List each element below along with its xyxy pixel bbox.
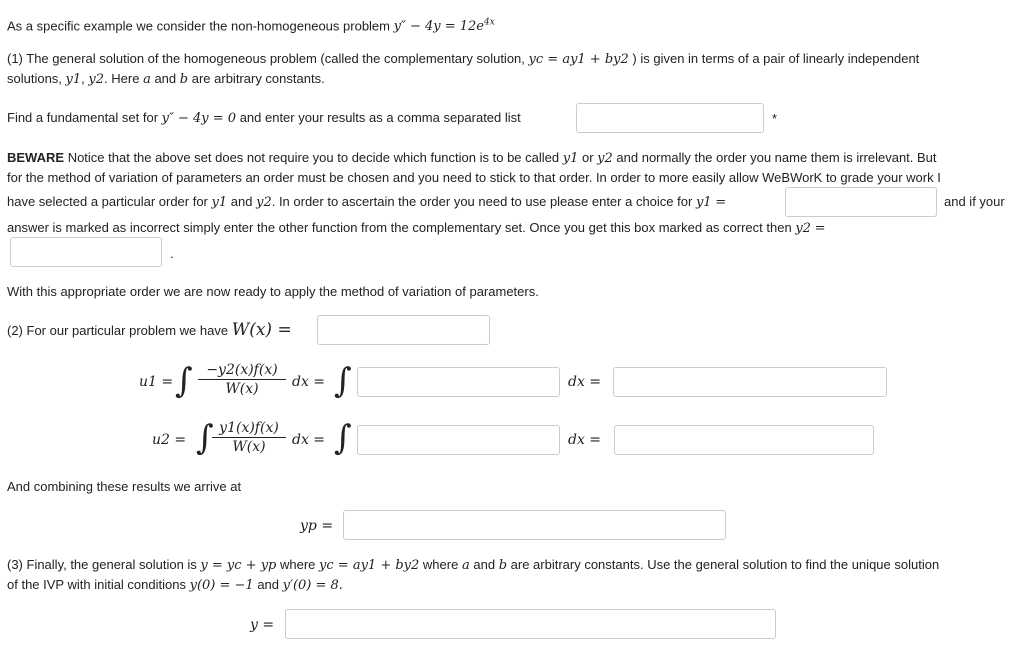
integral-sign-icon: ∫ [196,418,214,458]
symbol-y1: y1 [562,151,579,166]
beware-label: BEWARE [7,150,65,165]
homogeneous-equation: y″ − 4y = 0 [161,111,237,126]
general-solution-eq: y = yc + yp [200,558,277,573]
part1-line1-b: ) is given in terms of a pair of linearly independent [632,51,920,66]
beware-line2: for the method of variation of parameters an order must be chosen and you need to stick to that order. In order to more easily allow WeBWorK to grade your work I [7,170,941,185]
part3-line2-a: of the IVP with initial conditions [7,577,186,592]
part3-line1-e: and [473,557,496,572]
part3-line1-f: are arbitrary constants. Use the general solution to find the unique solution [510,557,940,572]
integral-sign-icon: ∫ [334,418,352,458]
part1-line2-b: . Here [104,71,140,86]
part3-line2 [7,576,343,595]
u2-label: u2 = [152,432,187,448]
intro-text: As a specific example we consider the non-homogeneous problem [7,18,390,34]
variation-text: With this appropriate order we are now ready to apply the method of variation of parameters. [7,284,539,299]
beware-line3-d: and if your [944,194,1005,209]
intro-equation-exp: 4x [484,18,495,28]
beware-line4 [7,219,825,238]
yc-expression-2: yc = ay1 + by2 [319,558,420,573]
initial-condition-1: y(0) = −1 [189,578,254,593]
u1-integrand-input[interactable] [357,367,560,397]
beware-line3 [7,193,726,212]
symbol-y1: y1 [695,195,712,210]
period: . [170,246,174,261]
beware-line1-a: Notice that the above set does not require you to decide which function is to be called [67,150,560,165]
symbol-a: a [461,558,470,573]
beware-line1-c: and normally the order you name them is irrelevant. But [616,150,937,165]
symbol-y1: y1 [65,72,82,87]
part1-line2: solutions, y1, y2. Here a and b are arbitrary constants. [7,71,325,87]
part1-line2-a: solutions, [7,71,62,86]
part3-line1-a: (3) Finally, the general solution is [7,557,197,572]
symbol-y1: y1 [211,195,228,210]
intro-line [7,14,495,36]
symbol-b: b [498,558,508,573]
beware-line3-a: have selected a particular order for [7,194,208,209]
symbol-y2: y2 [88,72,105,87]
u1-numerator: −y2(x)f(x) [198,361,286,380]
y1-choice-input[interactable] [785,187,937,217]
part3-line2-b: and [257,577,280,592]
symbol-b: b [179,72,189,87]
u1-denominator: W(x) [225,381,259,397]
find-text-b: and enter your results as a comma separated list [239,110,521,125]
find-text-a: Find a fundamental set for [7,110,159,125]
u2-dx-equals-2: dx = [568,432,602,448]
symbol-a: a [143,72,151,87]
u2-fraction [212,419,286,456]
beware-line4-text: answer is marked as incorrect simply enter the other function from the complementary set. Once you get this box marked as correct then [7,220,792,235]
beware-line3-c: . In order to ascertain the order you need to use please enter a choice for [271,194,693,209]
u2-dx-equals: dx = [292,432,326,448]
fundamental-set-input[interactable] [576,103,764,133]
part1-line1 [7,50,919,69]
integral-sign-icon: ∫ [175,361,193,401]
part1-line2-c: and [154,71,177,86]
part2-line [7,321,292,340]
symbol-y2: y2 [256,195,272,210]
part1-line2-d: are arbitrary constants. [191,71,325,86]
wronskian-label: W(x) = [231,320,292,340]
y-solution-label: y = [250,617,275,633]
part1-line1-a: (1) The general solution of the homogeneous problem (called the complementary solution, [7,51,525,66]
wronskian-input[interactable] [317,315,490,345]
u1-dx-equals-2: dx = [568,374,602,390]
integral-sign-icon: ∫ [334,361,352,401]
u2-integrand-input[interactable] [357,425,560,455]
part2-text: (2) For our particular problem we have [7,323,229,338]
u1-fraction [198,361,286,398]
part3-line1 [7,556,939,575]
symbol-equals: = [715,195,727,210]
part3-line1-d: where [422,557,459,572]
find-fundamental-line [7,109,521,128]
u2-result-input[interactable] [614,425,874,455]
combine-text: And combining these results we arrive at [7,479,242,494]
symbol-y2: y2 [597,151,613,166]
required-asterisk: * [772,111,778,126]
u1-result-input[interactable] [613,367,887,397]
intro-equation [394,19,495,34]
u2-numerator: y1(x)f(x) [212,419,286,438]
u1-dx-equals: dx = [292,374,326,390]
symbol-equals: = [814,221,826,236]
yp-label: yp = [300,518,334,534]
part3-line1-b: where [280,557,316,572]
intro-equation-lhs: y″ − 4y = 12e [393,19,484,35]
yc-expression: yc = ay1 + by2 [528,52,629,67]
u1-label: u1 = [139,374,174,390]
u2-denominator: W(x) [232,439,266,455]
y2-value-input[interactable] [10,237,162,267]
y-solution-input[interactable] [285,609,776,639]
beware-line1 [7,149,937,168]
symbol-y2: y2 [795,221,811,236]
beware-line3-b: and [230,194,253,209]
beware-line1-b: or [581,150,594,165]
initial-condition-2: y′(0) = 8. [282,578,343,593]
yp-input[interactable] [343,510,726,540]
